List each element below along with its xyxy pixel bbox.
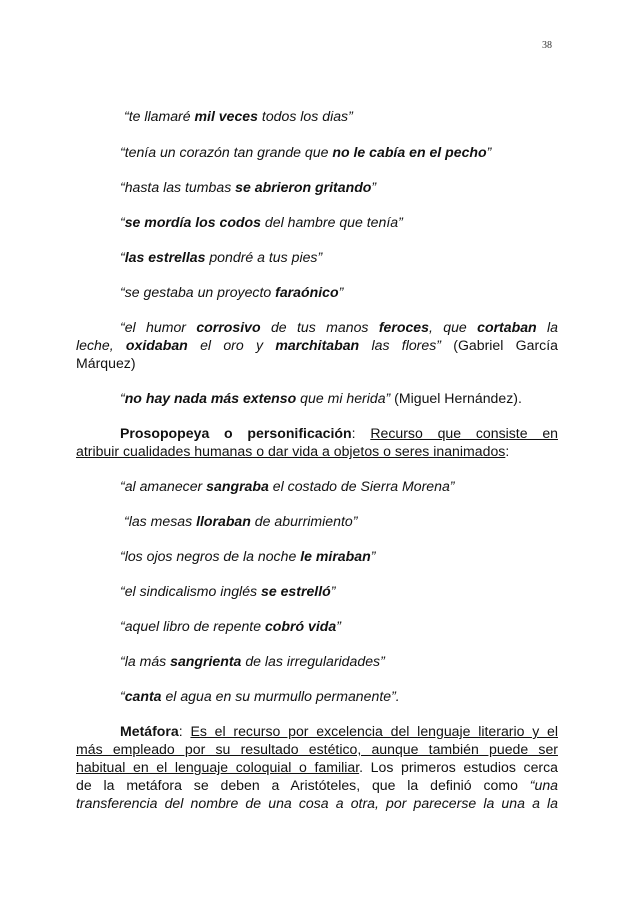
definition-line: atribuir cualidades humanas o dar vida a objetos o seres inanimados: [76, 443, 510, 459]
definition-line: Prosopopeya o personificación: Recurso que consiste en [120, 425, 559, 441]
example-line: “te llamaré mil veces todos los dias” [124, 108, 353, 124]
paragraph-line: de la metáfora se deben a Aristóteles, que la definió como “una [76, 777, 558, 793]
paragraph-line: transferencia del nombre de una cosa a otra, por parecerse la una a la [76, 795, 558, 811]
example-line: “las mesas lloraban de aburrimiento” [124, 513, 358, 529]
example-line: “al amanecer sangraba el costado de Sierra Morena” [120, 478, 455, 494]
example-line: “se gestaba un proyecto faraónico” [120, 284, 344, 300]
example-line: “aquel libro de repente cobró vida” [120, 618, 341, 634]
quote-line: Márquez) [76, 355, 136, 371]
paragraph-line: Metáfora: Es el recurso por excelencia del lenguaje literario y el [120, 723, 558, 739]
quote-line: “no hay nada más extenso que mi herida” (Miguel Hernández). [120, 390, 522, 406]
example-line: “el sindicalismo inglés se estrelló” [120, 583, 336, 599]
example-line: “los ojos negros de la noche le miraban” [120, 548, 376, 564]
quote-line: “el humor corrosivo de tus manos feroces, que cortaban la [120, 319, 558, 335]
example-line: “se mordía los codos del hambre que tenía” [120, 214, 403, 230]
page-number: 38 [542, 40, 552, 51]
example-line: “las estrellas pondré a tus pies” [120, 249, 323, 265]
example-line: “la más sangrienta de las irregularidades” [120, 653, 385, 669]
paragraph-line: más empleado por su resultado estético, aunque también puede ser [76, 741, 558, 757]
paragraph-line: habitual en el lenguaje coloquial o familiar. Los primeros estudios cerca [76, 759, 558, 775]
example-line: “tenía un corazón tan grande que no le cabía en el pecho” [120, 144, 492, 160]
example-line: “canta el agua en su murmullo permanente”. [120, 688, 400, 704]
quote-line: leche, oxidaban el oro y marchitaban las flores” (Gabriel García [76, 337, 558, 353]
example-line: “hasta las tumbas se abrieron gritando” [120, 179, 377, 195]
